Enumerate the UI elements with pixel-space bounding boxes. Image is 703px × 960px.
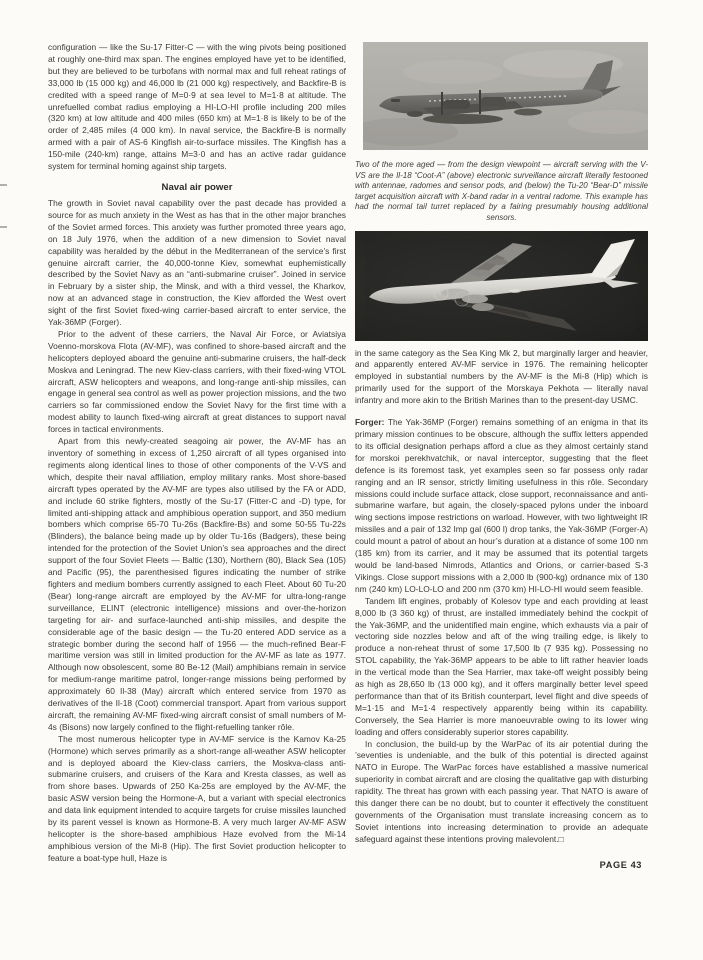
paragraph-forger	[355, 417, 648, 596]
paragraph-helicopters: The most numerous helicopter type in AV-MF service is the Kamov Ka-25 (Hormone) which serves primarily as a short-range all-weather ASW helicopter and is deployed aboard the Kiev-class carriers, the Moskva-class anti-submarine cruisers, and cruisers of the Kara and Kresta classes, as well as from shore bases. Upwards of 250 Ka-25s are employed by the AV-MF, the basic ASW version being the Hormone-A, but a variant with special electronics and data link equipment intended to acquire targets for cruise missiles launched by its parent vessel is known as Hormone-B. A very much larger AV-MF ASW helicopter is the shore-based amphibious Haze evolved from the Mi-14 amphibious version of the Mi-8 (Hip). The first Soviet production helicopter to feature a boat-type hull, Haze is	[48, 733, 346, 863]
section-heading-naval-air-power: Naval air power	[161, 181, 233, 193]
il18-coot-photo	[363, 42, 648, 150]
paragraph-seaking-comparison: in the same category as the Sea King Mk 2, but marginally larger and heavier, and apparently entered AV-MF service in 1976. The remaining helicopter employed in substantial numbers by the AV-MF is the Mi-8 (Hip) which is primarily used for the support of the Morskaya Pekhota — literally naval infantry and more akin to the British Marines than to the present-day USMC.	[355, 347, 648, 406]
paragraph-lift-engines: Tandem lift engines, probably of Kolesov type and each providing at least 8,000 lb (3 360 kg) of thrust, are installed immediately behind the cockpit of the Yak-36MP, and the unidentified main engine, which exhausts via a pair of vectoring side nozzles below and aft of the wing trailing edge, is likely to produce a non-reheat thrust of some 17,500 lb (7 935 kg). Possessing no STOL capability, the Yak-36MP appears to be able to lift rather heavier loads in the vertical mode than the Sea Harrier, max take-off weight possibly being as high as 28,650 lb (13 000 kg), and it offers marginally better level speed performance than that of its British counterpart, level flight and dive speeds of M=1·15 and M=1·4 respectively apparently being within its capability. Conversely, the Sea Harrier is more manoeuvrable owing to its lower wing loading and offers considerably superior stores capability.	[355, 595, 648, 737]
print-registration-mark	[0, 226, 7, 228]
left-text-column	[48, 42, 346, 870]
page-content	[48, 42, 648, 870]
paragraph-backfire: configuration — like the Su-17 Fitter-C — with the wing pivots being positioned at roughly one-third max span. The engines employed have yet to be identified, but they are believed to be turbofans with normal max and full reheat ratings of 33,000 lb (15 000 kg) and 46,000 lb (21 000 kg) respectively, and Backfire-B is credited with a speed range of M=0·9 at sea level to M=1·8 at altitude. The unrefuelled combat radius employing a HI-LO-HI profile including 200 miles (320 km) at low altitude and 400 miles (650 km) at M=1·8 is likely to be of the order of 2,485 miles (4 000 km). In naval service, the Backfire-B is normally armed with a pair of AS-6 Kingfish air-to-surface missiles. The Kingfish has a 150-mile (240-km) range, attains M=3·0 and has an active radar guidance system for terminal homing against ship targets.	[48, 42, 346, 172]
forger-body-text: The Yak-36MP (Forger) remains something of an enigma in that its primary mission continues to be obscure, although the suffix letters appended to its official designation perhaps afford a clue as they almost certainly stand for morskoi perekhvatchik, or naval interceptor, suggesting that the fleet defence is its foremost task, yet examples seen so far possess only radar ranging and an IR sensor, strictly limiting usefulness in this rôle. Secondary missions could include surface attack, close support, reconnaissance and anti-submarine warfare, but again, the closely-spaced pylons under the inboard wing sections impose restrictions on warload. However, with two lightweight IR missiles and a pair of 132 Imp gal (600 l) drop tanks, the Yak-36MP (Forger-A) could mount a patrol of about an hour’s duration at a distance of some 100 nm (185 km) from its carrier, and it may be assumed that its potential targets would be land-based Nimrods, Atlantics and Orions, or carrier-based S-3 Vikings. Close support missions with a 2,000 lb (900-kg) ordnance mix of 130 nm (240 km) LO-LO-LO and 200 nm (370 km) HI-LO-HI would seem feasible.	[355, 417, 648, 594]
il18-aircraft-illustration	[363, 42, 648, 150]
forger-lead-label: Forger:	[355, 417, 385, 428]
paragraph-conclusion: In conclusion, the build-up by the WarPac of its air potential during the ’seventies is undeniable, and the bulk of this potential is directed against NATO in Europe. The WarPac forces have established a massive numerical superiority in combat aircraft and are closing the qualitative gap with disturbing rapidity. The threat has grown with each passing year. That NATO is aware of this danger there can be no doubt, but to counter it effectively the constituent governments of the Organisation must translate increasing concern as to Soviet intentions into increasing determination to provide an adequate safeguard against these intentions proving malevolent.□	[355, 738, 648, 844]
paragraph-kiev: The growth in Soviet naval capability over the past decade has provided a source for as much anxiety in the West as has that in the other major branches of the Soviet armed forces. This anxiety was further promoted three years ago, on 18 July 1976, when the addition of a new dimension to Soviet naval capability was heralded by the début in the Mediterranean of the service’s first genuine aircraft carrier, the 40,000-tonne Kiev, somewhat euphemistically described by the Soviet Navy as an “anti-submarine cruiser”. Joined in service in February by a sister ship, the Minsk, and with a third vessel, the Kharkov, now at an advanced stage in construction, the Kiev afforded the West overt sight of the first Soviet fixed-wing carrier-based aircraft to enter service, the Yak-36MP (Forger).	[48, 197, 346, 328]
paragraph-avmf-origin: Prior to the advent of these carriers, the Naval Air Force, or Aviatsiya Voenno-morskova Flota (AV-MF), was confined to shore-based aircraft and the helicopters deployed aboard the genuine anti-submarine cruisers, the half-deck Moskva and Leningrad. The new Kiev-class carriers, with their fixed-wing VTOL aircraft, ASW helicopters and weapons, and long-range anti-ship missiles, can engage in general sea control as well as power projection missions, and the two carriers so far commissioned endow the Soviet Navy for the first time with a modest ability to launch fixed-wing aircraft at great distances to support naval forces in tactical environments.	[48, 328, 346, 435]
right-column	[355, 42, 648, 870]
page-number: PAGE 43	[599, 859, 642, 870]
paragraph-avmf-inventory: Apart from this newly-created seagoing air power, the AV-MF has an inventory of something in excess of 1,250 aircraft of all types organised into regiments along identical lines to those of other components of the V-VS and which, despite their naval affiliation, employ military ranks. Most shore-based aircraft types operated by the AV-MF are types also utilised by the FA or ADD, and include 60 strike fighters, mostly of the Su-17 (Fitter-C and -D) type, for limited anti-shipping attack and amphibious operation support, and 350 medium bombers which comprise 65-70 Tu-26s (Backfire-Bs) and some 50-55 Tu-22s (Blinders), the balance being made up by older Tu-16s (Badgers), these being intended for the protection of the Soviet Union’s sea approaches and the direct support of the four Soviet Fleets — Baltic (130), Northern (80), Black Sea (105) and Pacific (95), the parenthesised figures indicating the number of strike fighters and medium bombers currently assigned to each Fleet. About 60 Tu-20 (Bear) long-range aircraft are employed by the AV-MF for ultra-long-range surveillance, ELINT (electronic intelligence) missions and over-the-horizon targeting for air- and surface-launched anti-ship missiles, and despite the considerable age of the basic design — the Tu-20 entered ADD service as a strategic bomber during the second half of 1956 — the much-refined Bear-F maritime version was still in limited production for the AV-MF as late as 1977. Although now obsolescent, some 80 Be-12 (Mail) amphibians remain in service for medium-range maritime patrol, longer-range missions being performed by approximately 60 Il-38 (May) aircraft which entered service from 1970 as derivatives of the Il-18 (Coot) commercial transport. Apart from various support aircraft, the remaining AV-MF fixed-wing aircraft consist of small numbers of M-4s (Bisons) now largely confined to the flight-refuelling tanker rôle.	[48, 436, 346, 732]
tu20-bear-photo	[355, 231, 648, 341]
print-registration-mark	[0, 184, 7, 186]
tu20-aircraft-illustration	[355, 231, 648, 341]
photo-caption: Two of the more aged — from the design viewpoint — aircraft serving with the V-VS are the Il-18 “Coot-A” (above) electronic surveillance aircraft literally festooned with antennae, radomes and sensor pods, and (below) the Tu-20 “Bear-D” missile target acquisition aircraft with X-band radar in a ventral radome. This example has had the normal tail turret replaced by a fairing presumably housing additional sensors.	[355, 160, 648, 222]
